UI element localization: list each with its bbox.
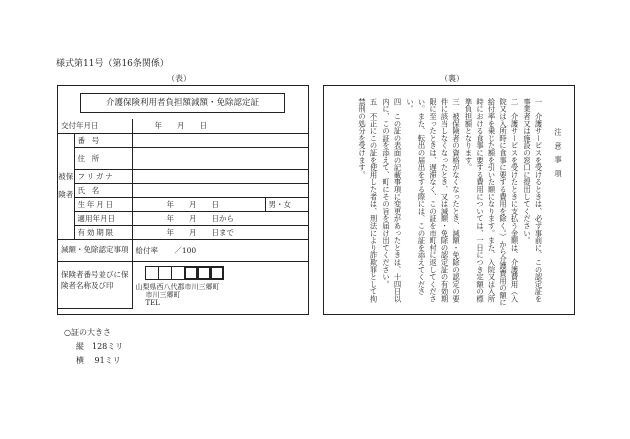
furigana-value <box>132 169 308 183</box>
certificate-back <box>323 85 575 315</box>
birth-date-value: 年 月 日 <box>132 197 265 211</box>
card-size-note <box>64 326 123 368</box>
applicable-date-label: 適用年月日 <box>74 211 132 225</box>
insurer-digit-box <box>158 266 172 280</box>
name-label: 氏名 <box>74 183 132 197</box>
note-item: 一 介護サービスを受けるときは、必ず事前に、この認定証を事業者又は施設の窓口に提出してください。 <box>523 98 544 303</box>
insurer-digit-box <box>210 266 224 280</box>
issue-date-label: 交付年月日 <box>58 119 132 133</box>
insurer-digit-box <box>145 266 159 280</box>
note-item: 五 不正にこの証を使用した者は、刑法により詐欺罪として拘禁刑の処分を受けます。 <box>358 98 379 303</box>
note-item: 三 被保険者の資格がなくなったとき、減額・免除の認定の要件に該当しなくなったとき、又は減額・免除の認定証の有効期限に至ったときは、遅滞なく、この証を市町村に返してください。また、転出の届出をする際には、この証を添えてください。 <box>406 98 461 303</box>
number-row <box>58 133 308 147</box>
applicable-date-value: 年 月 日から <box>132 211 308 225</box>
furigana-label: フリガナ <box>74 169 132 183</box>
insurer-name: 市川三郷町 <box>145 290 181 299</box>
size-note-height: 縦 128ミリ <box>76 342 124 351</box>
issue-date-value: 年 月 日 <box>132 119 308 133</box>
reduction-label: 減額・免除認定事項 <box>58 239 132 261</box>
insurer-row <box>58 261 308 308</box>
front-side-label: （表） <box>167 74 191 83</box>
validity-value: 年 月 日まで <box>132 225 308 239</box>
insurer-digit-box <box>184 266 198 280</box>
benefit-rate-label: 給付率 <box>135 245 158 255</box>
insurer-digit-box <box>197 266 211 280</box>
applicable-date-row <box>58 211 308 225</box>
benefit-rate-value: ／100 <box>174 245 197 255</box>
address-value <box>132 147 308 169</box>
furigana-row <box>58 169 308 183</box>
certificate-front <box>57 85 309 315</box>
validity-label: 有効期限 <box>74 225 132 239</box>
birth-date-row <box>58 197 308 211</box>
insurer-digit-box <box>171 266 185 280</box>
address-label: 住所 <box>74 147 132 169</box>
insurer-label: 保険者番号並びに保険者名称及び印 <box>58 261 132 308</box>
insurer-value <box>132 261 308 308</box>
notes-block <box>356 98 565 308</box>
note-item: 四 この証の表面の記載事項に変更があったときは、十四日以内に、この証を添えて、町にその旨を届け出てください。 <box>382 98 403 303</box>
validity-row <box>58 225 308 239</box>
notes-heading: 注意事項 <box>554 128 563 184</box>
back-side-label: （裏） <box>440 74 464 83</box>
reduction-row <box>58 239 308 261</box>
form-number-label: 様式第11号（第16条関係） <box>56 59 169 69</box>
size-note-width: 横 91ミリ <box>76 356 121 365</box>
certificate-fields-table <box>58 119 308 309</box>
sex-value: 男・女 <box>265 197 308 211</box>
address-row <box>58 147 308 169</box>
benefit-rate-cell <box>132 239 308 261</box>
note-item: 二 介護サービスを受けたときに支払う金額は、介護費用（入院又は入所時に食事に要する費用を除く。）から介護費用の額に給付率を乗じた額を引いた額になります。また、入院又は入所時における食事に要する費用については、一日につき定額の標準負担額となります。 <box>464 98 520 307</box>
number-label: 番号 <box>74 133 132 147</box>
certificate-title: 介護保険利用者負担額減額・免除認定証 <box>80 93 285 113</box>
insured-section-label: 被保険者 <box>58 133 74 239</box>
name-value <box>132 183 308 197</box>
insurer-address-block <box>136 283 306 307</box>
issue-date-row <box>58 119 308 133</box>
birth-date-label: 生年月日 <box>74 197 132 211</box>
insurer-number-boxes <box>146 266 306 280</box>
insurer-tel: TEL <box>145 298 160 307</box>
name-row <box>58 183 308 197</box>
number-value <box>132 133 308 147</box>
insurer-address: 山梨県西八代郡市川三郷町 <box>135 282 220 291</box>
size-note-title: ○証の大きさ <box>64 328 111 337</box>
